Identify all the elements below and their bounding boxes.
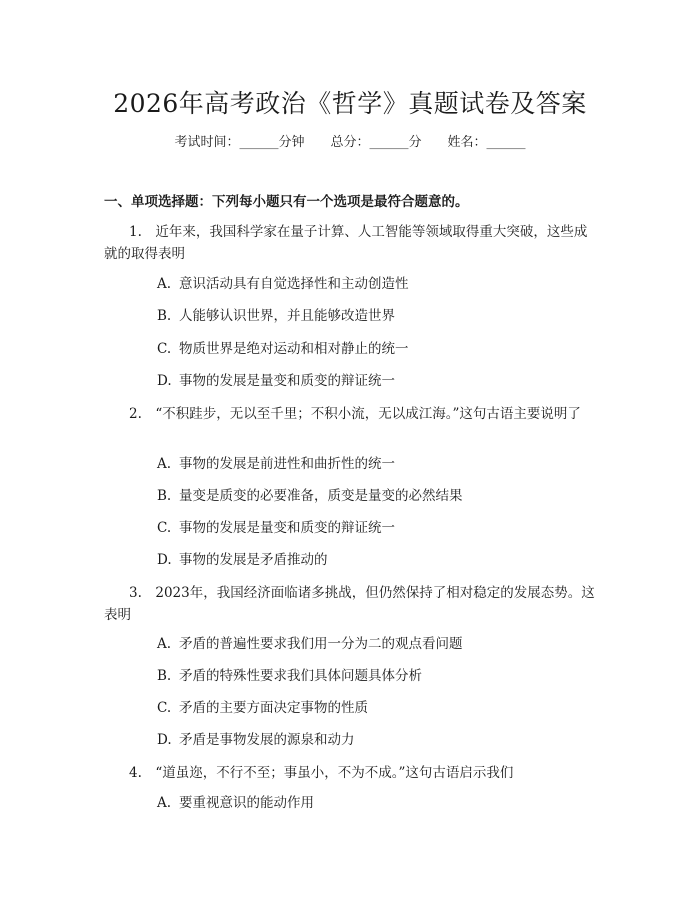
option-text: 矛盾是事物发展的源泉和动力 bbox=[179, 732, 355, 748]
option-label: A. bbox=[157, 636, 172, 652]
section-heading: 一、单项选择题：下列每小题只有一个选项是最符合题意的。 bbox=[104, 194, 469, 210]
option-label: B. bbox=[157, 668, 172, 684]
option-text: 矛盾的主要方面决定事物的性质 bbox=[179, 700, 368, 716]
option-label: D. bbox=[157, 732, 172, 748]
option-d bbox=[157, 730, 355, 750]
option-text: 人能够认识世界，并且能够改造世界 bbox=[179, 308, 395, 324]
option-d bbox=[157, 550, 328, 570]
page-title: 2026年高考政治《哲学》真题试卷及答案 bbox=[113, 89, 587, 118]
option-text: 矛盾的普遍性要求我们用一分为二的观点看问题 bbox=[179, 636, 463, 652]
option-text: 要重视意识的能动作用 bbox=[179, 795, 314, 811]
option-label: D. bbox=[157, 552, 172, 568]
question-stem: 2. “不积跬步，无以至千里；不积小流，无以成江海。”这句古语主要说明了 bbox=[129, 406, 581, 422]
option-text: 矛盾的特殊性要求我们具体问题具体分析 bbox=[179, 668, 422, 684]
option-text: 意识活动具有自觉选择性和主动创造性 bbox=[179, 276, 409, 292]
option-label: B. bbox=[157, 488, 172, 504]
option-label: C. bbox=[157, 341, 172, 357]
option-b bbox=[157, 486, 463, 506]
option-label: A. bbox=[157, 795, 172, 811]
option-a bbox=[157, 274, 409, 294]
question-stem: 1. 近年来，我国科学家在量子计算、人工智能等领域取得重大突破，这些成就的取得表明 bbox=[104, 224, 588, 262]
option-label: D. bbox=[157, 373, 172, 389]
option-text: 事物的发展是矛盾推动的 bbox=[179, 552, 328, 568]
option-d bbox=[157, 371, 395, 391]
option-c bbox=[157, 698, 368, 718]
exam-meta bbox=[0, 131, 700, 150]
option-label: A. bbox=[157, 456, 172, 472]
option-c bbox=[157, 518, 395, 538]
option-text: 事物的发展是量变和质变的辩证统一 bbox=[179, 373, 395, 389]
option-text: 物质世界是绝对运动和相对静止的统一 bbox=[179, 341, 409, 357]
question-stem: 3. 2023年，我国经济面临诸多挑战，但仍然保持了相对稳定的发展态势。这表明 bbox=[104, 585, 595, 623]
option-text: 量变是质变的必要准备，质变是量变的必然结果 bbox=[179, 488, 463, 504]
option-c bbox=[157, 339, 409, 359]
option-text: 事物的发展是量变和质变的辩证统一 bbox=[179, 520, 395, 536]
option-label: A. bbox=[157, 276, 172, 292]
option-a bbox=[157, 793, 314, 813]
option-b bbox=[157, 666, 422, 686]
option-label: B. bbox=[157, 308, 172, 324]
option-label: C. bbox=[157, 520, 172, 536]
question-stem: 4. “道虽迩，不行不至；事虽小，不为不成。”这句古语启示我们 bbox=[129, 765, 514, 781]
exam-name: 姓名：______ bbox=[447, 135, 526, 150]
option-b bbox=[157, 306, 395, 326]
exam-time: 考试时间：______分钟 bbox=[174, 135, 305, 150]
exam-score: 总分：______分 bbox=[330, 135, 422, 150]
option-a bbox=[157, 454, 395, 474]
option-text: 事物的发展是前进性和曲折性的统一 bbox=[179, 456, 395, 472]
option-label: C. bbox=[157, 700, 172, 716]
option-a bbox=[157, 634, 463, 654]
